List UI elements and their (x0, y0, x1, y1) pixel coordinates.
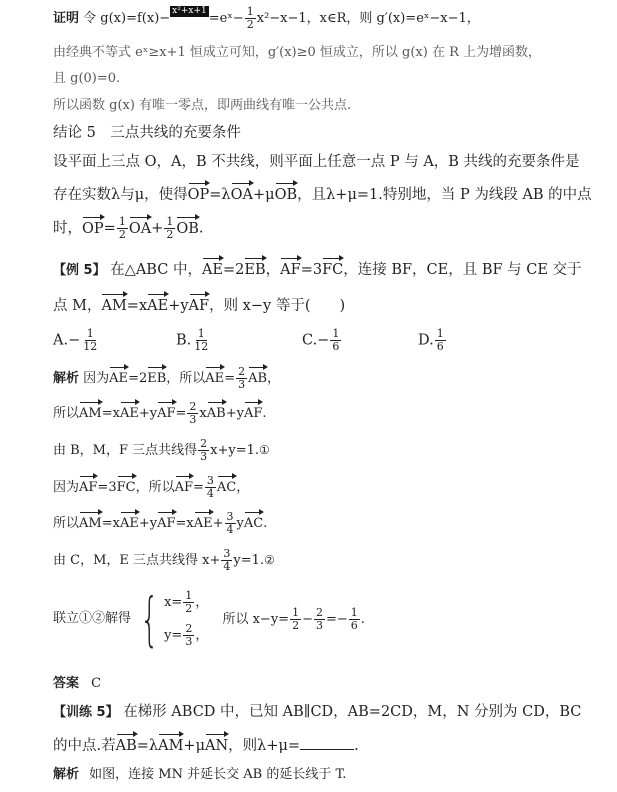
conclusion-title: 结论 5 三点共线的充要条件 (53, 125, 241, 141)
conclusion-p3: 时，OP= $\frac{1}{2}$ OA+ $\frac{1}{2}$ OB. (53, 215, 204, 241)
answer-line: 答案 C (53, 676, 102, 691)
analysis-line-1: 解析 因为AE=2EB，所以AE= $\frac{2}{3}$ AB， (53, 365, 281, 391)
fraction: $\frac{1}{2}$ (246, 5, 254, 31)
proof-line-4: 所以函数 g(x) 有唯一零点，即两曲线有唯一公共点. (53, 98, 352, 113)
analysis2-label: 解析 (53, 767, 80, 782)
analysis-line-5: 所以AM=xAE+yAF=xAE+ $\frac{3}{4}$ yAC. (53, 510, 268, 536)
equation-system: { x= $\frac{1}{2}$ ， y= $\frac{2}{3}$ ， (140, 585, 209, 653)
option-c[interactable]: C.− $\frac{1}{6}$ (302, 327, 340, 353)
option-b[interactable]: B. $\frac{1}{12}$ (176, 327, 209, 353)
option-d[interactable]: D. $\frac{1}{6}$ (418, 327, 444, 353)
analysis-line-3: 由 B，M，F 三点共线得 $\frac{2}{3}$ x+y=1.① (53, 437, 270, 463)
obscured-expression: x²+x+1 (172, 6, 207, 16)
answer-label: 答案 (53, 676, 80, 691)
training-line-2: 的中点.若AB=λAM+μAN，则λ+μ= . (53, 738, 359, 754)
answer-blank[interactable] (300, 737, 354, 750)
conclusion-p2: 存在实数λ与μ，使得OP=λOA+μOB，且λ+μ=1.特别地，当 P 为线段 AB 的中点 (53, 187, 592, 203)
proof-line-1: 证明 令 g(x)=f(x)− x²+x+1 =eˣ− $\frac{1}{2}$ x²−x−1，x∈R，则 g′(x)=eˣ−x−1， (53, 5, 480, 31)
example-line-1: 【例 5】 在△ABC 中，AE=2EB，AF=3FC，连接 BF，CE，且 BF 与 CE 交于 (53, 262, 582, 278)
proof-line-2: 由经典不等式 eˣ≥x+1 恒成立可知，g′(x)≥0 恒成立，所以 g(x) 在 R 上为增函数， (53, 45, 542, 60)
analysis-line-4: 因为AF=3FC，所以AF= $\frac{3}{4}$ AC， (53, 474, 250, 500)
training-line-1: 【训练 5】 在梯形 ABCD 中，已知 AB∥CD，AB=2CD，M，N 分别为 CD，BC (53, 704, 582, 720)
analysis-line-7: 联立①②解得 { x= $\frac{1}{2}$ ， y= $\frac{2}{3}$ ， 所以 x−y= $\frac{1}{2}$ − $\frac{2}{3}$ =− $\frac{1}{6}$ . (53, 585, 365, 653)
option-a[interactable]: A.− $\frac{1}{12}$ (53, 327, 98, 353)
analysis2-line: 解析 如图，连接 MN 并延长交 AB 的延长线于 T. (53, 767, 347, 782)
proof-label: 证明 (53, 11, 80, 26)
analysis-label: 解析 (53, 371, 80, 386)
proof-line-3: 且 g(0)=0. (53, 71, 121, 86)
training-label: 【训练 5】 (53, 705, 119, 720)
example-line-2: 点 M，AM=xAE+yAF，则 x−y 等于( ) (53, 298, 346, 314)
analysis-line-6: 由 C，M，E 三点共线得 x+ $\frac{3}{4}$ y=1.② (53, 547, 275, 573)
analysis-line-2: 所以AM=xAE+yAF= $\frac{2}{3}$ xAB+yAF. (53, 400, 267, 426)
example-label: 【例 5】 (53, 263, 106, 278)
conclusion-p1: 设平面上三点 O，A，B 不共线，则平面上任意一点 P 与 A，B 共线的充要条件是 (53, 154, 580, 170)
